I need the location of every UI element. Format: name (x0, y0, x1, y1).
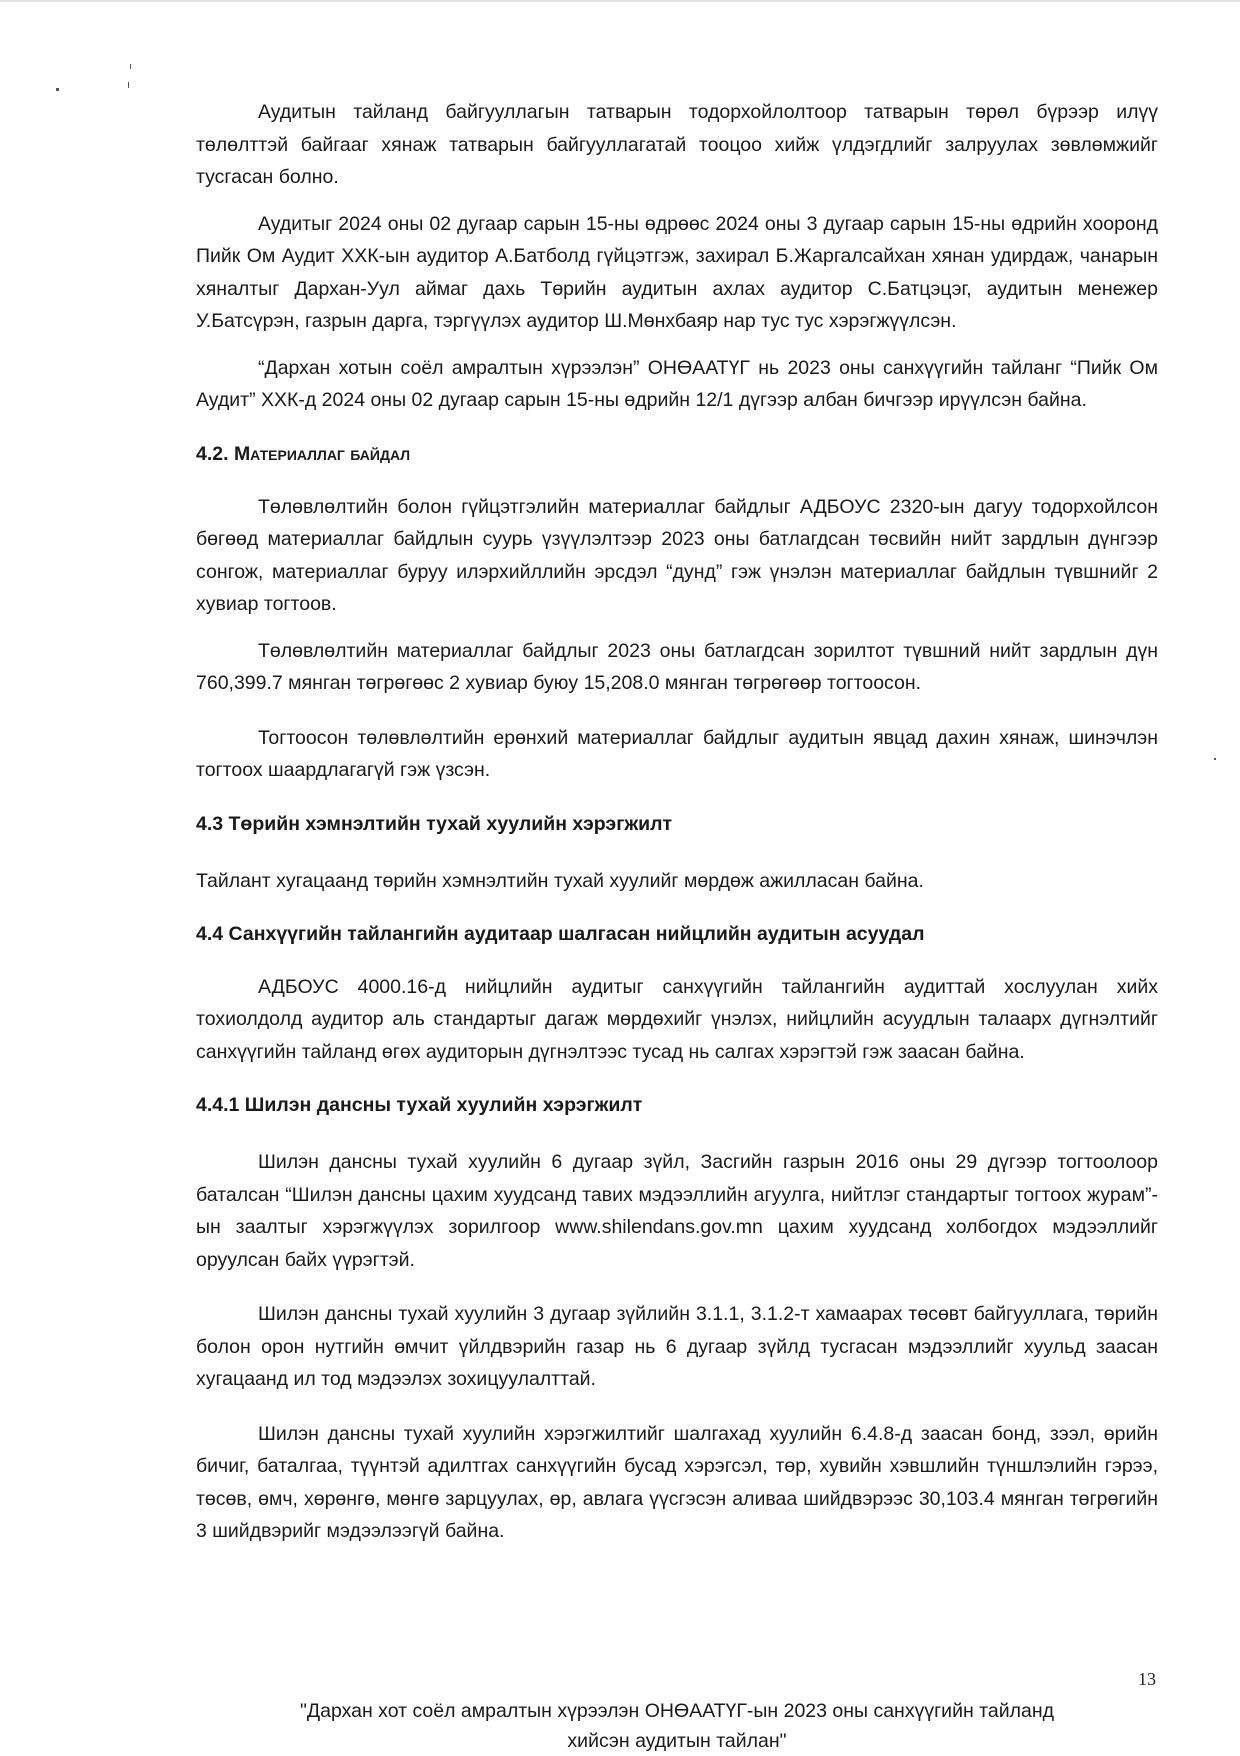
paragraph-audit-period: Аудитыг 2024 оны 02 дугаар сарын 15-ны өдрөөс 2024 оны 3 дугаар сарын 15-ны өдрийн хооронд Пийк Ом Аудит ХХК-ын аудитор А.Батболд гүйцэтгэж, захирал Б.Жаргалсайхан хянан удирдаж, чанарын хяналтыг Дархан-Уул аймаг дахь Төрийн аудитын ахлах аудитор С.Батцэцэг, аудитын менежер У.Батсүрэн, газрын дарга, тэргүүлэх аудитор Ш.Мөнхбаяр нар тус тус хэрэгжүүлсэн. (196, 212, 1158, 332)
paragraph-materiality-amount: Төлөвлөлтийн материаллаг байдлыг 2023 оны батлагдсан зорилтот түвшний нийт зардлын дүн 760,399.7 мянган төгрөгөөс 2 хувиар буюу 15,208.0 мянган төгрөгөөр тогтоосон. (196, 639, 1158, 694)
footer-line-1: "Дархан хот соёл амралтын хүрээлэн ОНӨААТҮГ-ын 2023 оны санхүүгийн тайланд (300, 1700, 1054, 1722)
section-heading-4-3: 4.3 Төрийн хэмнэлтийн тухай хуулийн хэрэгжилт (196, 812, 673, 835)
paragraph-audit-recommendation: Аудитын тайланд байгууллагын татварын тодорхойлолтоор татварын төрөл бүрээр илүү төлөлттэй байгааг хянаж татварын байгууллагатай тооцоо хийж үлдэгдлийг залруулах зөвлөмжийг тусгасан болно. (196, 101, 1158, 188)
paragraph-materiality-review: Тогтоосон төлөвлөлтийн ерөнхий материаллаг байдлыг аудитын явцад дахин хянаж, шинэчлэн тогтоох шаардлагагүй гэж үзсэн. (196, 726, 1158, 781)
paragraph-materiality-definition: Төлөвлөлтийн болон гүйцэтгэлийн материаллаг байдлыг АДБОУС 2320-ын дагуу тодорхойлсон бөгөөд материаллаг байдлын суурь үзүүлэлтээр 2023 оны батлагдсан төсвийн нийт зардлын дүнгээр сонгож, материаллаг буруу илэрхийллийн эрсдэл “дунд” гэж үнэлэн материаллаг байдлын түвшнийг 2 хувиар тогтоов. (196, 495, 1158, 615)
paragraph-report-submission: “Дархан хотын соёл амралтын хүрээлэн” ОНӨААТҮГ нь 2023 оны санхүүгийн тайланг “Пийк Ом Аудит” ХХК-д 2024 оны 02 дугаар сарын 15-ны өдрийн 12/1 дүгээр албан бичгээр ирүүлсэн байна. (196, 356, 1158, 411)
section-heading-4-2: 4.2. Материаллаг байдал (196, 442, 411, 465)
paragraph-glass-account-law: Шилэн дансны тухай хуулийн 6 дугаар зүйл, Засгийн газрын 2016 оны 29 дүгээр тогтоолоор баталсан “Шилэн дансны цахим хуудсанд тавих мэдээллийн агуулга, нийтлэг стандартыг тогтоох журам”-ын заалтыг хэрэгжүүлэх зорилгоор www.shilendans.gov.mn цахим хуудсанд холбогдох мэдээллийг оруулсан байх үүрэгтэй. (196, 1151, 1158, 1271)
paragraph-glass-account-scope: Шилэн дансны тухай хуулийн 3 дугаар зүйлийн 3.1.1, 3.1.2-т хамаарах төсөвт байгууллага, төрийн болон орон нутгийн өмчит үйлдвэрийн газар нь 6 дугаар зүйлд тусгасан мэдээллийг хуульд заасан хугацаанд ил тод мэдээлэх зохицуулалттай. (196, 1303, 1158, 1390)
section-heading-4-4-1: 4.4.1 Шилэн дансны тухай хуулийн хэрэгжилт (196, 1094, 643, 1116)
footer-line-2: хийсэн аудитын тайлан" (567, 1730, 787, 1752)
scan-mark (130, 64, 131, 69)
paragraph-glass-account-findings: Шилэн дансны тухай хуулийн хэрэгжилтийг шалгахад хуулийн 6.4.8-д заасан бонд, зээл, өрийн бичиг, баталгаа, түүнтэй адилтгах санхүүгийн бусад хэрэгсэл, төр, хувийн хэвшлийн түншлэлийн гэрээ, төсөв, өмч, хөрөнгө, мөнгө зарцуулах, өр, авлага үүсгэсэн аливаа шийдвэрээс 30,103.4 мянган төгрөгийн 3 шийдвэрийг мэдээлээгүй байна. (196, 1422, 1158, 1542)
paragraph-compliance-audit: АДБОУС 4000.16-д нийцлийн аудитыг санхүүгийн тайлангийн аудиттай хослуулан хийх тохиолдолд аудитор аль стандартыг дагаж мөрдөхийг үнэлэх, нийцлийн асуудлын талаарх дүгнэлтийг санхүүгийн тайланд өгөх аудиторын дүгнэлтээс тусад нь салгах хэрэгтэй гэж заасан байна. (196, 975, 1158, 1063)
page-number: 13 (1138, 1669, 1156, 1689)
scan-mark (1214, 758, 1216, 760)
document-body (196, 96, 1158, 1548)
scan-edge (0, 0, 1240, 2)
page-footer (196, 1696, 1158, 1756)
scan-mark (56, 88, 59, 91)
section-heading-4-4: 4.4 Санхүүгийн тайлангийн аудитаар шалгасан нийцлийн аудитын асуудал (196, 922, 925, 945)
scan-mark (128, 82, 129, 88)
paragraph-austerity-law: Тайлант хугацаанд төрийн хэмнэлтийн тухай хуулийг мөрдөж ажилласан байна. (196, 869, 924, 892)
